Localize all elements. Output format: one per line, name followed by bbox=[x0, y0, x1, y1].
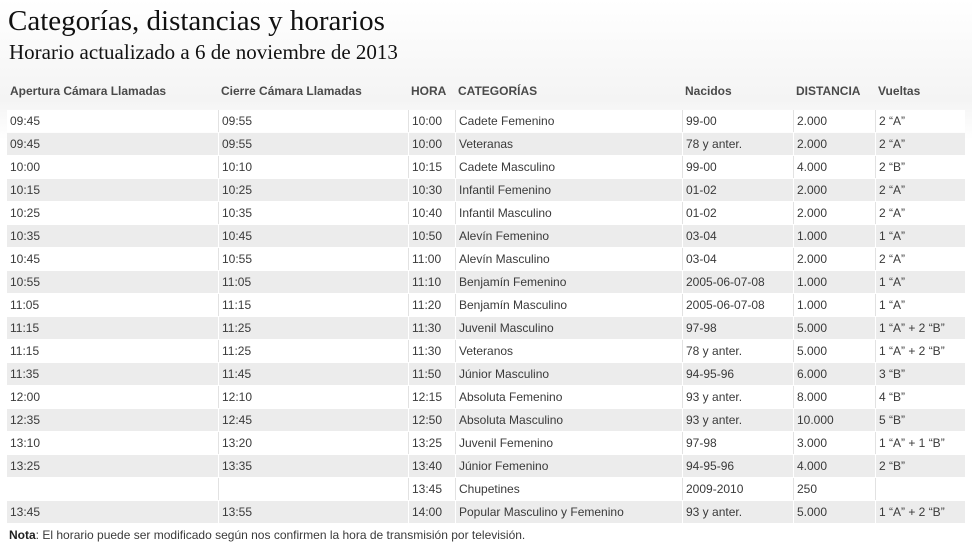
cell-vueltas: 1 “A” + 1 “B” bbox=[875, 432, 965, 454]
page-subtitle: Horario actualizado a 6 de noviembre de 2013 bbox=[9, 40, 398, 64]
page-title: Categorías, distancias y horarios bbox=[8, 5, 385, 37]
column-header-nacidos: Nacidos bbox=[685, 84, 732, 98]
cell-apertura: 13:25 bbox=[7, 455, 218, 477]
cell-distancia: 5.000 bbox=[793, 501, 875, 523]
cell-nacidos: 94-95-96 bbox=[682, 363, 793, 385]
cell-hora: 11:20 bbox=[408, 294, 455, 316]
table-row bbox=[7, 156, 965, 178]
cell-nacidos: 03-04 bbox=[682, 248, 793, 270]
cell-nacidos: 01-02 bbox=[682, 179, 793, 201]
table-body bbox=[7, 110, 965, 523]
cell-hora: 11:30 bbox=[408, 317, 455, 339]
cell-categoria: Benjamín Masculino bbox=[455, 294, 682, 316]
cell-cierre: 10:35 bbox=[218, 202, 408, 224]
cell-cierre: 13:20 bbox=[218, 432, 408, 454]
cell-vueltas: 2 “B” bbox=[875, 156, 965, 178]
footnote bbox=[9, 528, 525, 542]
cell-nacidos: 93 y anter. bbox=[682, 409, 793, 431]
cell-apertura: 12:35 bbox=[7, 409, 218, 431]
cell-categoria: Infantil Femenino bbox=[455, 179, 682, 201]
header-row bbox=[7, 77, 965, 105]
cell-hora: 14:00 bbox=[408, 501, 455, 523]
cell-vueltas bbox=[875, 478, 965, 500]
cell-distancia: 6.000 bbox=[793, 363, 875, 385]
table-row bbox=[7, 271, 965, 293]
cell-distancia: 1.000 bbox=[793, 225, 875, 247]
cell-distancia: 1.000 bbox=[793, 294, 875, 316]
cell-hora: 12:50 bbox=[408, 409, 455, 431]
cell-apertura: 10:55 bbox=[7, 271, 218, 293]
cell-vueltas: 5 “B” bbox=[875, 409, 965, 431]
cell-distancia: 1.000 bbox=[793, 271, 875, 293]
cell-vueltas: 2 “A” bbox=[875, 179, 965, 201]
cell-vueltas: 2 “A” bbox=[875, 202, 965, 224]
cell-cierre: 11:45 bbox=[218, 363, 408, 385]
cell-cierre: 10:45 bbox=[218, 225, 408, 247]
cell-nacidos: 2009-2010 bbox=[682, 478, 793, 500]
cell-categoria: Veteranos bbox=[455, 340, 682, 362]
cell-vueltas: 2 “A” bbox=[875, 133, 965, 155]
cell-cierre: 11:05 bbox=[218, 271, 408, 293]
cell-apertura: 10:25 bbox=[7, 202, 218, 224]
cell-hora: 10:30 bbox=[408, 179, 455, 201]
table-row bbox=[7, 225, 965, 247]
cell-hora: 11:00 bbox=[408, 248, 455, 270]
cell-nacidos: 97-98 bbox=[682, 317, 793, 339]
cell-distancia: 5.000 bbox=[793, 340, 875, 362]
cell-vueltas: 2 “A” bbox=[875, 248, 965, 270]
cell-distancia: 2.000 bbox=[793, 179, 875, 201]
column-header-vueltas: Vueltas bbox=[878, 84, 921, 98]
cell-categoria: Júnior Masculino bbox=[455, 363, 682, 385]
cell-apertura: 12:00 bbox=[7, 386, 218, 408]
cell-vueltas: 1 “A” bbox=[875, 271, 965, 293]
cell-hora: 10:40 bbox=[408, 202, 455, 224]
cell-cierre: 13:35 bbox=[218, 455, 408, 477]
table-row bbox=[7, 501, 965, 523]
cell-cierre: 11:15 bbox=[218, 294, 408, 316]
cell-categoria: Popular Masculino y Femenino bbox=[455, 501, 682, 523]
cell-hora: 13:45 bbox=[408, 478, 455, 500]
cell-cierre: 09:55 bbox=[218, 133, 408, 155]
table-row bbox=[7, 363, 965, 385]
table-row bbox=[7, 340, 965, 362]
cell-nacidos: 2005-06-07-08 bbox=[682, 294, 793, 316]
cell-hora: 10:50 bbox=[408, 225, 455, 247]
cell-apertura: 13:45 bbox=[7, 501, 218, 523]
cell-apertura bbox=[7, 478, 218, 500]
cell-categoria: Absoluta Masculino bbox=[455, 409, 682, 431]
cell-categoria: Alevín Masculino bbox=[455, 248, 682, 270]
cell-distancia: 3.000 bbox=[793, 432, 875, 454]
table-row bbox=[7, 202, 965, 224]
cell-apertura: 10:15 bbox=[7, 179, 218, 201]
cell-cierre: 10:25 bbox=[218, 179, 408, 201]
column-header-apertura: Apertura Cámara Llamadas bbox=[10, 84, 167, 98]
cell-categoria: Chupetines bbox=[455, 478, 682, 500]
cell-apertura: 10:45 bbox=[7, 248, 218, 270]
cell-categoria: Alevín Femenino bbox=[455, 225, 682, 247]
cell-vueltas: 1 “A” bbox=[875, 294, 965, 316]
cell-nacidos: 01-02 bbox=[682, 202, 793, 224]
cell-categoria: Veteranas bbox=[455, 133, 682, 155]
cell-apertura: 11:35 bbox=[7, 363, 218, 385]
footnote-text: : El horario puede ser modificado según nos confirmen la hora de transmisión por televisión. bbox=[35, 528, 526, 542]
cell-nacidos: 03-04 bbox=[682, 225, 793, 247]
column-header-cierre: Cierre Cámara Llamadas bbox=[221, 84, 362, 98]
cell-categoria: Cadete Masculino bbox=[455, 156, 682, 178]
table-row bbox=[7, 386, 965, 408]
cell-categoria: Benjamín Femenino bbox=[455, 271, 682, 293]
cell-hora: 11:30 bbox=[408, 340, 455, 362]
table-row bbox=[7, 110, 965, 132]
cell-apertura: 09:45 bbox=[7, 110, 218, 132]
table-row bbox=[7, 478, 965, 500]
cell-nacidos: 99-00 bbox=[682, 156, 793, 178]
cell-nacidos: 97-98 bbox=[682, 432, 793, 454]
cell-categoria: Juvenil Masculino bbox=[455, 317, 682, 339]
cell-hora: 12:15 bbox=[408, 386, 455, 408]
column-header-distancia: DISTANCIA bbox=[796, 84, 861, 98]
table-row bbox=[7, 455, 965, 477]
cell-distancia: 5.000 bbox=[793, 317, 875, 339]
table-row bbox=[7, 409, 965, 431]
cell-nacidos: 78 y anter. bbox=[682, 340, 793, 362]
cell-categoria: Juvenil Femenino bbox=[455, 432, 682, 454]
cell-apertura: 10:35 bbox=[7, 225, 218, 247]
table-row bbox=[7, 294, 965, 316]
cell-distancia: 8.000 bbox=[793, 386, 875, 408]
table-row bbox=[7, 248, 965, 270]
schedule-table bbox=[7, 76, 965, 524]
column-header-hora: HORA bbox=[411, 84, 447, 98]
cell-categoria: Júnior Femenino bbox=[455, 455, 682, 477]
cell-categoria: Cadete Femenino bbox=[455, 110, 682, 132]
cell-cierre bbox=[218, 478, 408, 500]
cell-categoria: Absoluta Femenino bbox=[455, 386, 682, 408]
cell-distancia: 2.000 bbox=[793, 133, 875, 155]
cell-nacidos: 78 y anter. bbox=[682, 133, 793, 155]
cell-apertura: 11:15 bbox=[7, 340, 218, 362]
cell-cierre: 13:55 bbox=[218, 501, 408, 523]
cell-hora: 10:00 bbox=[408, 133, 455, 155]
cell-nacidos: 99-00 bbox=[682, 110, 793, 132]
cell-apertura: 09:45 bbox=[7, 133, 218, 155]
cell-nacidos: 93 y anter. bbox=[682, 501, 793, 523]
cell-cierre: 11:25 bbox=[218, 340, 408, 362]
cell-vueltas: 3 “B” bbox=[875, 363, 965, 385]
cell-hora: 11:50 bbox=[408, 363, 455, 385]
cell-distancia: 10.000 bbox=[793, 409, 875, 431]
cell-categoria: Infantil Masculino bbox=[455, 202, 682, 224]
cell-distancia: 250 bbox=[793, 478, 875, 500]
cell-hora: 13:25 bbox=[408, 432, 455, 454]
cell-hora: 10:15 bbox=[408, 156, 455, 178]
cell-nacidos: 94-95-96 bbox=[682, 455, 793, 477]
cell-vueltas: 1 “A” + 2 “B” bbox=[875, 501, 965, 523]
column-header-categorias: CATEGORÍAS bbox=[458, 84, 538, 98]
cell-vueltas: 2 “A” bbox=[875, 110, 965, 132]
header-spacer bbox=[7, 106, 965, 109]
cell-vueltas: 1 “A” bbox=[875, 225, 965, 247]
cell-hora: 10:00 bbox=[408, 110, 455, 132]
cell-vueltas: 1 “A” + 2 “B” bbox=[875, 317, 965, 339]
cell-apertura: 10:00 bbox=[7, 156, 218, 178]
cell-cierre: 12:45 bbox=[218, 409, 408, 431]
cell-cierre: 12:10 bbox=[218, 386, 408, 408]
cell-distancia: 4.000 bbox=[793, 156, 875, 178]
cell-apertura: 11:05 bbox=[7, 294, 218, 316]
cell-vueltas: 2 “B” bbox=[875, 455, 965, 477]
footnote-label: Nota bbox=[9, 528, 36, 542]
cell-nacidos: 2005-06-07-08 bbox=[682, 271, 793, 293]
cell-distancia: 4.000 bbox=[793, 455, 875, 477]
cell-cierre: 10:55 bbox=[218, 248, 408, 270]
cell-cierre: 11:25 bbox=[218, 317, 408, 339]
table-header bbox=[7, 77, 965, 109]
cell-distancia: 2.000 bbox=[793, 248, 875, 270]
cell-apertura: 13:10 bbox=[7, 432, 218, 454]
table-row bbox=[7, 317, 965, 339]
cell-hora: 11:10 bbox=[408, 271, 455, 293]
cell-vueltas: 1 “A” + 2 “B” bbox=[875, 340, 965, 362]
cell-cierre: 09:55 bbox=[218, 110, 408, 132]
table-row bbox=[7, 133, 965, 155]
table-row bbox=[7, 179, 965, 201]
cell-vueltas: 4 “B” bbox=[875, 386, 965, 408]
cell-apertura: 11:15 bbox=[7, 317, 218, 339]
cell-cierre: 10:10 bbox=[218, 156, 408, 178]
cell-distancia: 2.000 bbox=[793, 110, 875, 132]
table-row bbox=[7, 432, 965, 454]
cell-nacidos: 93 y anter. bbox=[682, 386, 793, 408]
cell-hora: 13:40 bbox=[408, 455, 455, 477]
cell-distancia: 2.000 bbox=[793, 202, 875, 224]
